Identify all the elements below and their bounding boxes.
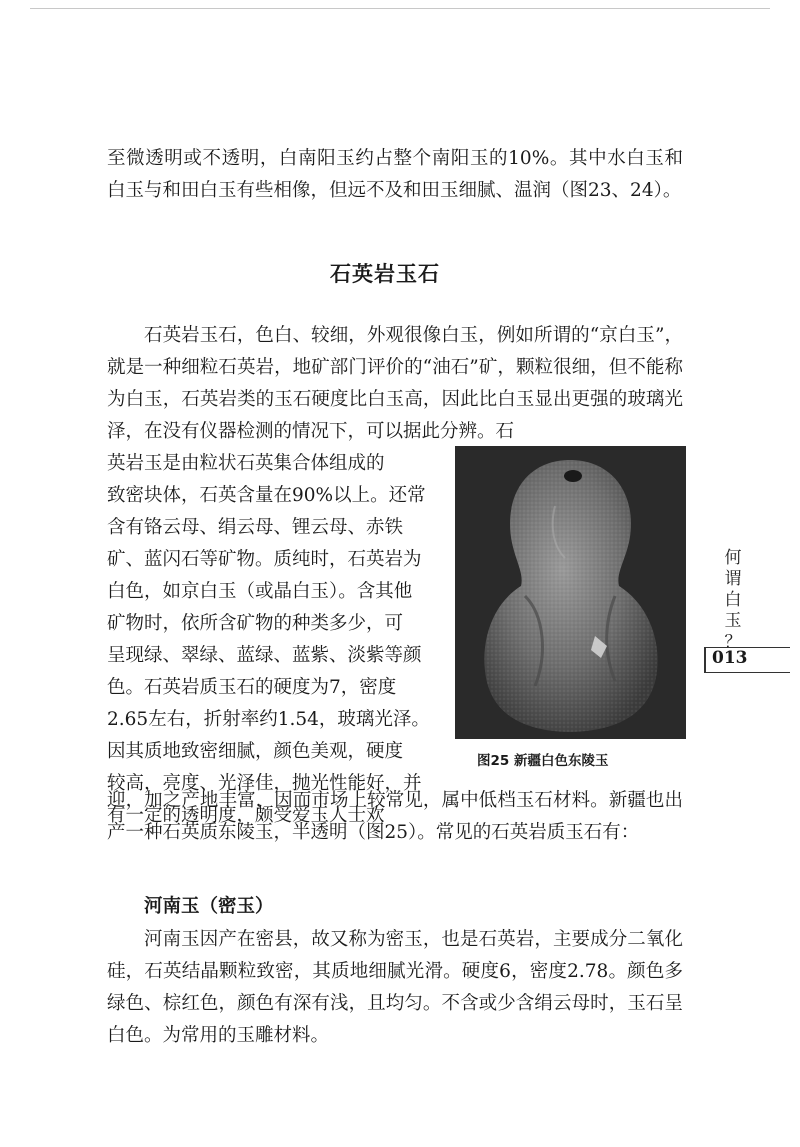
side-char: 何	[724, 548, 742, 568]
side-char: ？	[724, 632, 742, 652]
wrap-line: 矿物时，依所含矿物的种类多少，可	[107, 613, 404, 634]
paragraph-4: 河南玉因产在密县，故又称为密玉，也是石英岩，主要成分二氧化硅，石英结晶颗粒致密，其质地细腻光滑。硬度6，密度2.78。颜色多绿色、棕红色，颜色有深有浅，且均匀。不含或少含绢云母时，玉石呈白色。为常用的玉雕材料。	[107, 929, 683, 1046]
paragraph-1: 至微透明或不透明，白南阳玉约占整个南阳玉的10%。其中水白玉和白玉与和田白玉有些相像，但远不及和田玉细腻、温润（图23、24）。	[107, 148, 683, 201]
side-char: 谓	[724, 569, 742, 589]
wrap-line: 白色，如京白玉（或晶白玉）。含其他	[107, 581, 413, 602]
wrap-line: 英岩玉是由粒状石英集合体组成的	[107, 453, 385, 474]
wrap-line: 致密块体，石英含量在90%以上。还常	[107, 485, 426, 506]
wrap-line: 矿、蓝闪石等矿物。质纯时，石英岩为	[107, 549, 422, 570]
section-heading: 石英岩玉石	[330, 262, 440, 286]
paragraph-2-wrapped	[107, 448, 440, 832]
subsection-heading: 河南玉（密玉）	[144, 896, 274, 917]
figure-caption: 图25 新疆白色东陵玉	[477, 753, 609, 769]
wrap-line: 因其质地致密细腻，颜色美观，硬度	[107, 741, 404, 762]
jade-pendant-image	[455, 446, 686, 739]
paragraph-3: 迎，加之产地丰富，因而市场上较常见，属中低档玉石材料。新疆也出产一种石英质东陵玉，半透明（图25）。常见的石英岩质玉石有：	[107, 790, 683, 843]
side-char: 白	[724, 590, 742, 610]
page-number-bar	[704, 647, 706, 672]
jade-pendant-photo	[455, 446, 686, 739]
page-number: 013	[712, 648, 748, 668]
side-chapter-title	[718, 548, 748, 653]
wrap-line: 呈现绿、翠绿、蓝绿、蓝紫、淡紫等颜	[107, 645, 422, 666]
wrap-line: 较高，亮度、光泽佳，抛光性能好，并	[107, 773, 422, 794]
wrap-line: 含有铬云母、绢云母、锂云母、赤铁	[107, 517, 404, 538]
wrap-line: 色。石英岩质玉石的硬度为7，密度	[107, 677, 397, 698]
top-rule	[30, 8, 770, 9]
wrap-line: 有一定的透明度，颇受爱玉人士欢	[107, 805, 385, 826]
paragraph-2: 石英岩玉石，色白、较细，外观很像白玉，例如所谓的“京白玉”，就是一种细粒石英岩，地矿部门评价的“油石”矿，颗粒很细，但不能称为白玉，石英岩类的玉石硬度比白玉高，因此比白玉显出更强的玻璃光泽，在没有仪器检测的情况下，可以据此分辨。石	[107, 325, 683, 442]
side-char: 玉	[724, 611, 742, 631]
wrap-line: 2.65左右，折射率约1.54，玻璃光泽。	[107, 709, 430, 730]
